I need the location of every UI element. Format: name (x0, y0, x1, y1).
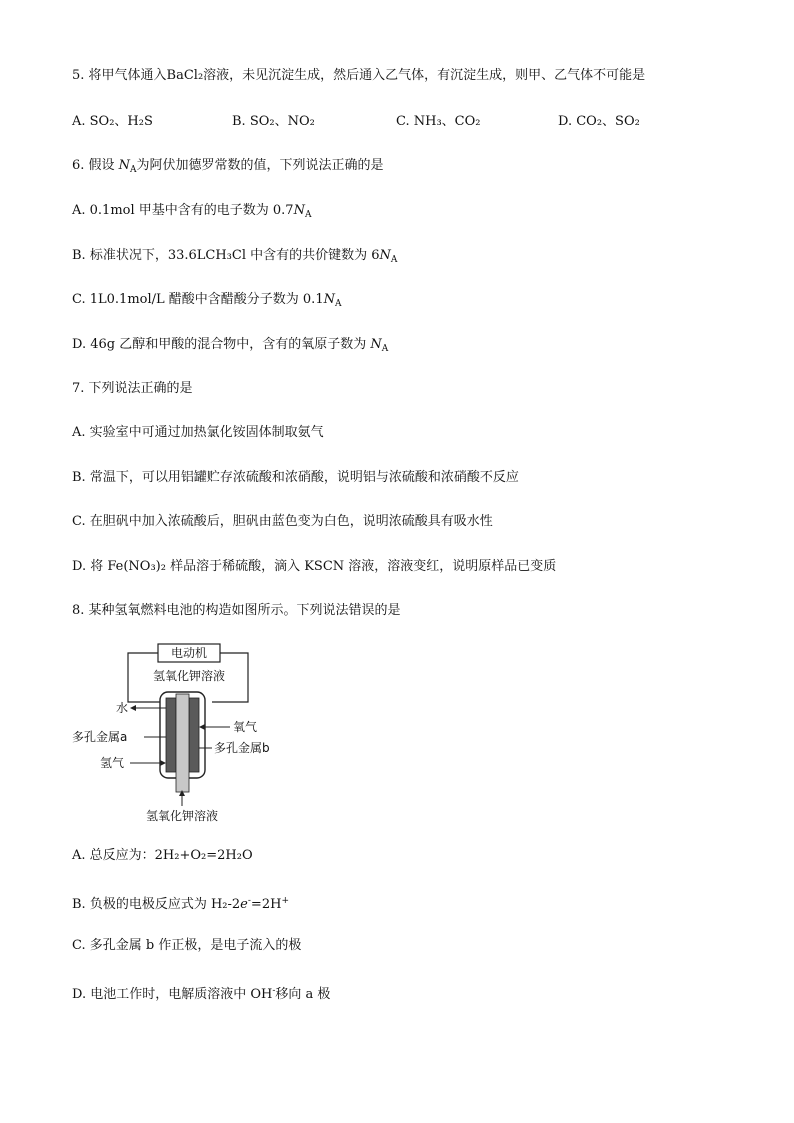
bottom-solution-label: 氢氧化钾溶液 (145, 809, 219, 823)
electrode-b (189, 698, 199, 772)
q8-option-a-eq: 2H₂+O₂=2H₂O (154, 848, 253, 863)
q8-option-b-label: B. 负极的电极反应式为 (72, 897, 211, 912)
q8-option-d-sup: - (272, 986, 276, 996)
q6-option-c-text: C. 1L0.1mol/L 醋酸中含醋酸分子数为 0.1 (72, 292, 324, 307)
q8-option-a-label: A. 总反应为： (72, 848, 155, 863)
fuel-cell-diagram (72, 642, 285, 823)
q6-option-a-sub: A (304, 210, 312, 220)
q8-option-b-eq-mid: =2H (250, 897, 282, 912)
q6-option-b-na: N (379, 248, 391, 263)
q7-option-d: D. 将 Fe(NO₃)₂ 样品溶于稀硫酸，滴入 KSCN 溶液，溶液变红，说明原样品已变质 (72, 559, 557, 574)
q6-option-a-text: A. 0.1mol 甲基中含有的电子数为 0.7 (72, 203, 294, 218)
q8-option-c: C. 多孔金属 b 作正极，是电子流入的极 (72, 938, 302, 953)
q8-option-b-eq-sup: + (281, 896, 289, 906)
q5-option-b: B. SO₂、NO₂ (232, 114, 315, 129)
top-solution-label: 氢氧化钾溶液 (152, 669, 226, 683)
q8-option-b-eq-e-sup: - (247, 896, 251, 906)
electrode-a (166, 698, 176, 772)
q6-option-c (72, 292, 341, 312)
q8-stem: 8. 某种氢氧燃料电池的构造如图所示。下列说法错误的是 (72, 603, 401, 618)
q5-option-a: A. SO₂、H₂S (72, 114, 153, 129)
q6-option-b (72, 248, 397, 268)
q7-option-b: B. 常温下，可以用铝罐贮存浓硫酸和浓硝酸，说明铝与浓硫酸和浓硝酸不反应 (72, 470, 519, 485)
q5-option-d: D. CO₂、SO₂ (558, 114, 640, 129)
q8-option-d-post: 移向 a 极 (275, 987, 331, 1002)
water-label: 水 (116, 701, 129, 715)
q6-option-d-sub: A (381, 344, 389, 354)
water-arrow-head (130, 705, 136, 711)
q6-option-a (72, 203, 311, 223)
q6-option-d-na: N (370, 337, 382, 352)
electrolyte-channel (176, 694, 189, 792)
oxygen-label: 氧气 (233, 720, 258, 734)
q7-option-c: C. 在胆矾中加入浓硫酸后，胆矾由蓝色变为白色，说明浓硫酸具有吸水性 (72, 514, 493, 529)
q6-option-c-sub: A (334, 299, 342, 309)
q8-option-a (72, 848, 253, 864)
q7-stem: 7. 下列说法正确的是 (72, 381, 193, 396)
q7-option-a: A. 实验室中可通过加热氯化铵固体制取氨气 (72, 425, 324, 440)
q8-option-b (72, 893, 289, 913)
q6-stem-sub: A (130, 165, 137, 175)
metal-a-label: 多孔金属a (72, 730, 128, 744)
q8-option-b-eq-e: e (240, 897, 248, 912)
q6-option-c-na: N (323, 292, 335, 307)
motor-label: 电动机 (170, 646, 208, 660)
hydrogen-label: 氢气 (100, 756, 125, 770)
q6-option-d (72, 337, 388, 357)
q6-option-b-text: B. 标准状况下，33.6LCH₃Cl 中含有的共价键数为 6 (72, 248, 380, 263)
q6-stem-na: N (118, 158, 131, 173)
q5-options (72, 114, 712, 130)
q6-stem (72, 158, 384, 178)
q6-option-b-sub: A (390, 255, 398, 265)
q8-option-d-pre: D. 电池工作时，电解质溶液中 OH (72, 987, 273, 1002)
q6-stem-pre: 6. 假设 (72, 158, 119, 173)
q8-option-b-eq-pre: H₂-2 (210, 897, 241, 912)
q8-option-d (72, 983, 330, 1003)
metal-b-label: 多孔金属b (214, 741, 270, 755)
q6-stem-post: 为阿伏加德罗常数的值，下列说法正确的是 (136, 158, 384, 173)
q6-option-d-text: D. 46g 乙醇和甲酸的混合物中，含有的氧原子数为 (72, 337, 371, 352)
q5-option-c: C. NH₃、CO₂ (396, 114, 481, 129)
q5-stem: 5. 将甲气体通入BaCl₂溶液，未见沉淀生成，然后通入乙气体，有沉淀生成，则甲、乙气体不可能是 (72, 68, 646, 83)
q6-option-a-na: N (293, 203, 305, 218)
